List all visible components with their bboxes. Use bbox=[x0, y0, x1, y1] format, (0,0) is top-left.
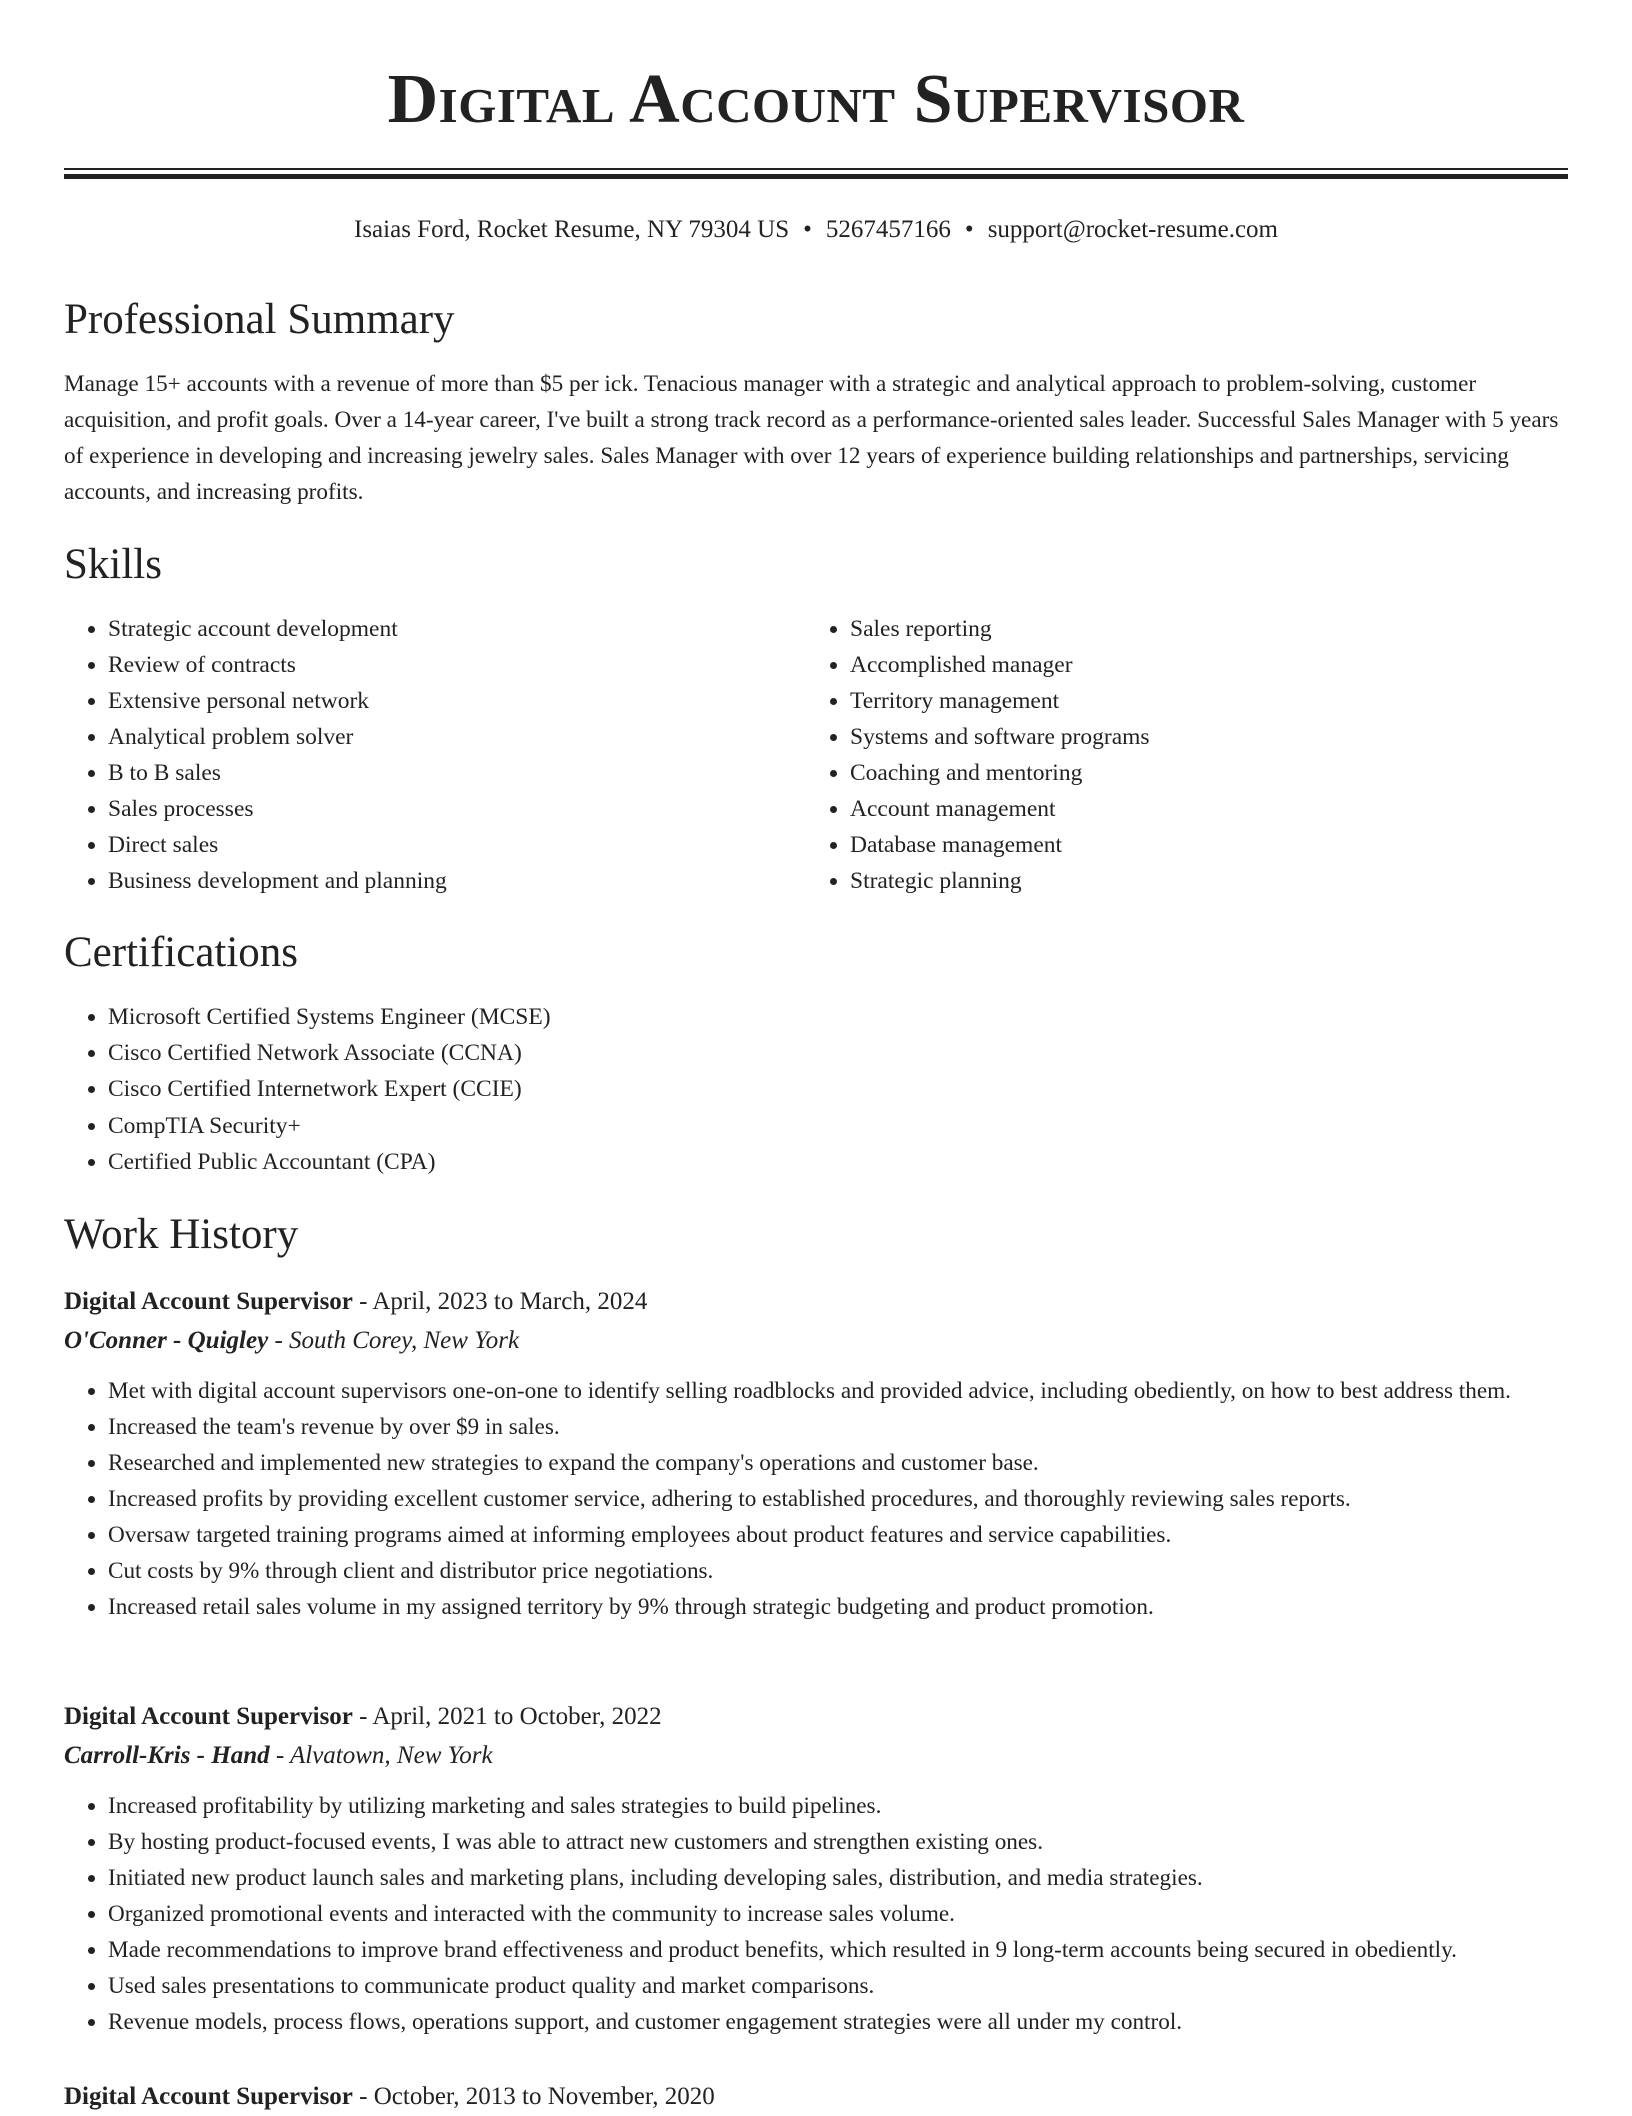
certifications-list bbox=[64, 999, 1568, 1180]
job-employer bbox=[64, 1736, 1568, 1776]
job-bullet: • Increased the team's revenue by over $9 in sales. bbox=[108, 1409, 1568, 1445]
resume-title: Digital Account Supervisor bbox=[387, 61, 1245, 138]
job-location: - Alvatown, New York bbox=[269, 1742, 493, 1769]
skill-item: • Sales reporting bbox=[850, 611, 1548, 647]
skill-item: • Accomplished manager bbox=[850, 647, 1548, 683]
job-entry bbox=[64, 1698, 1568, 2040]
summary-heading: Professional Summary bbox=[64, 296, 455, 343]
skill-item: • Account management bbox=[850, 791, 1548, 827]
job-bullet: • Increased profitability by utilizing marketing and sales strategies to build pipelines. bbox=[108, 1788, 1568, 1824]
job-entry bbox=[64, 2078, 1568, 2116]
certification-item: • Cisco Certified Network Associate (CCNA) bbox=[108, 1035, 1568, 1071]
job-bullet: • Cut costs by 9% through client and distributor price negotiations. bbox=[108, 1553, 1568, 1589]
job-title: Digital Account Supervisor bbox=[64, 1703, 353, 1730]
job-header bbox=[64, 1283, 1568, 1321]
job-title: Digital Account Supervisor bbox=[64, 1288, 353, 1315]
title-rule-thick bbox=[64, 174, 1568, 179]
job-dates: - April, 2021 to October, 2022 bbox=[352, 1703, 662, 1730]
skill-item: • Database management bbox=[850, 827, 1548, 863]
skills-list-left bbox=[64, 611, 806, 899]
contact-line bbox=[64, 212, 1568, 248]
job-bullet: • Revenue models, process flows, operations support, and customer engagement strategies were all under my control. bbox=[108, 2004, 1568, 2040]
skill-item: • B to B sales bbox=[108, 755, 806, 791]
job-location: - South Corey, New York bbox=[268, 1327, 520, 1354]
certification-item: • Cisco Certified Internetwork Expert (CCIE) bbox=[108, 1071, 1568, 1107]
certifications-heading: Certifications bbox=[64, 929, 299, 976]
skill-item: • Analytical problem solver bbox=[108, 719, 806, 755]
skill-item: • Strategic account development bbox=[108, 611, 806, 647]
job-entry bbox=[64, 1283, 1568, 1625]
title-rule-thin bbox=[64, 168, 1568, 170]
job-header bbox=[64, 1698, 1568, 1736]
job-title: Digital Account Supervisor bbox=[64, 2083, 353, 2110]
job-bullet: • Oversaw targeted training programs aimed at informing employees about product features and service capabilities. bbox=[108, 1517, 1568, 1553]
job-bullet: • Used sales presentations to communicate product quality and market comparisons. bbox=[108, 1968, 1568, 2004]
certification-item: • CompTIA Security+ bbox=[108, 1108, 1568, 1144]
skill-item: • Business development and planning bbox=[108, 863, 806, 899]
job-bullets bbox=[64, 1788, 1568, 2040]
job-bullet: • By hosting product-focused events, I was able to attract new customers and strengthen existing ones. bbox=[108, 1824, 1568, 1860]
job-dates: - October, 2013 to November, 2020 bbox=[352, 2083, 715, 2110]
job-bullet: • Researched and implemented new strategies to expand the company's operations and customer base. bbox=[108, 1445, 1568, 1481]
skill-item: • Review of contracts bbox=[108, 647, 806, 683]
skills-list-right bbox=[806, 611, 1548, 899]
skills-column-right bbox=[806, 611, 1548, 899]
skill-item: • Coaching and mentoring bbox=[850, 755, 1548, 791]
job-dates: - April, 2023 to March, 2024 bbox=[352, 1288, 648, 1315]
certifications-section bbox=[64, 999, 1568, 1180]
job-bullet: • Made recommendations to improve brand effectiveness and product benefits, which resulted in 9 long-term accounts being secured in obediently. bbox=[108, 1932, 1568, 1968]
skill-item: • Extensive personal network bbox=[108, 683, 806, 719]
skill-item: • Direct sales bbox=[108, 827, 806, 863]
contact-address: Isaias Ford, Rocket Resume, NY 79304 US bbox=[354, 216, 790, 243]
contact-email: support@rocket-resume.com bbox=[987, 216, 1278, 243]
summary-text: Manage 15+ accounts with a revenue of more than $5 per ick. Tenacious manager with a strategic and analytical approach to problem-solving, customer acquisition, and profit goals. Over a 14-year career, I've built a strong track record as a performance-oriented sales leader. Successful Sales Manager with 5 years of experience in developing and increasing jewelry sales. Sales Manager with over 12 years of experience building relationships and partnerships, servicing accounts, and increasing profits. bbox=[64, 371, 1559, 505]
job-employer bbox=[64, 1321, 1568, 1361]
job-bullet: • Met with digital account supervisors one-on-one to identify selling roadblocks and provided advice, including obediently, on how to best address them. bbox=[108, 1373, 1568, 1409]
certification-item: • Microsoft Certified Systems Engineer (MCSE) bbox=[108, 999, 1568, 1035]
contact-separator: • bbox=[803, 216, 812, 243]
skills-column-left bbox=[64, 611, 806, 899]
job-bullet: • Increased retail sales volume in my assigned territory by 9% through strategic budgeting and product promotion. bbox=[108, 1589, 1568, 1625]
job-bullet: • Initiated new product launch sales and marketing plans, including developing sales, distribution, and media strategies. bbox=[108, 1860, 1568, 1896]
skill-item: • Sales processes bbox=[108, 791, 806, 827]
work-history-heading: Work History bbox=[64, 1211, 299, 1258]
job-company: O'Conner - Quigley bbox=[64, 1327, 269, 1354]
skills-section bbox=[64, 611, 1568, 899]
job-bullet: • Increased profits by providing excellent customer service, adhering to established procedures, and thoroughly reviewing sales reports. bbox=[108, 1481, 1568, 1517]
skills-heading: Skills bbox=[64, 541, 162, 588]
contact-separator: • bbox=[964, 216, 974, 243]
job-bullets bbox=[64, 1373, 1568, 1625]
skill-item: • Strategic planning bbox=[850, 863, 1548, 899]
certification-item: • Certified Public Accountant (CPA) bbox=[108, 1144, 1568, 1180]
job-company: Carroll-Kris - Hand bbox=[64, 1742, 270, 1769]
skill-item: • Territory management bbox=[850, 683, 1548, 719]
skill-item: • Systems and software programs bbox=[850, 719, 1548, 755]
job-header bbox=[64, 2078, 1568, 2116]
contact-phone: 5267457166 bbox=[825, 216, 951, 243]
job-bullet: • Organized promotional events and interacted with the community to increase sales volume. bbox=[108, 1896, 1568, 1932]
